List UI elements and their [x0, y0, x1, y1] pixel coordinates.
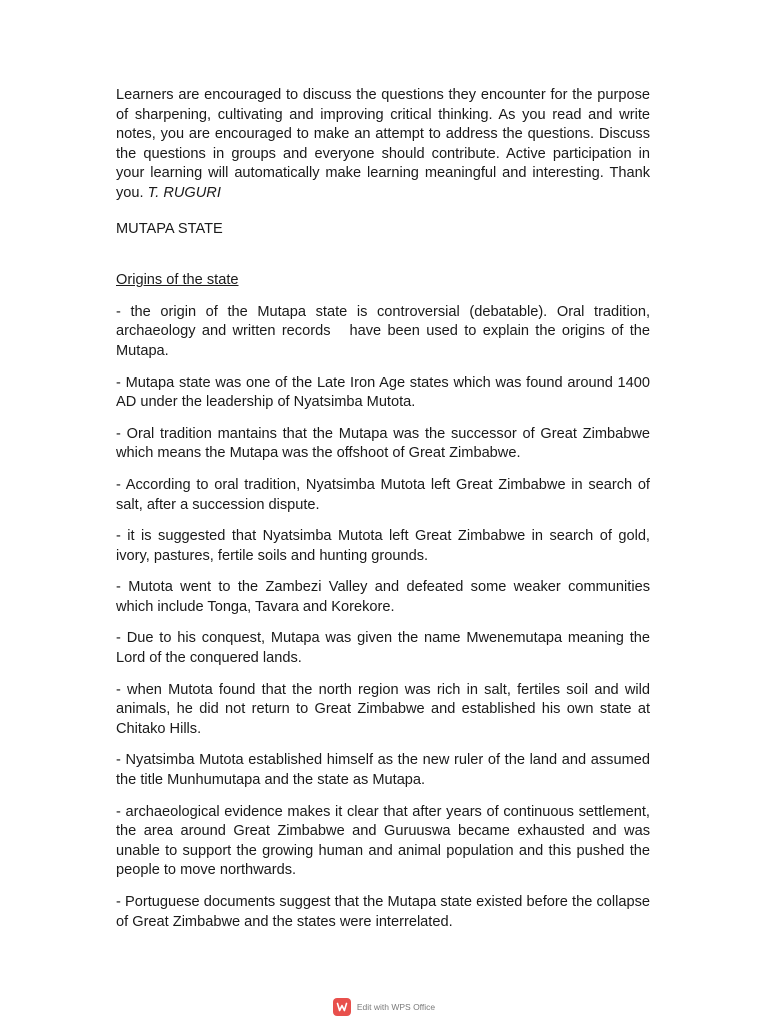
wps-footer-label: Edit with WPS Office [356, 1002, 436, 1012]
paragraph-oral-tradition-successor: - Oral tradition mantains that the Mutapa was the successor of Great Zimbabwe which means the Mutapa was the offshoot of Great Zimbabwe. [116, 425, 650, 462]
paragraph-search-of-salt: - According to oral tradition, Nyatsimba Mutota left Great Zimbabwe in search of salt, after a succession dispute. [116, 476, 650, 513]
intro-paragraph [116, 86, 650, 204]
document-title: MUTAPA STATE [116, 220, 223, 237]
paragraph-origin-controversy: - the origin of the Mutapa state is controversial (debatable). Oral tradition, archaeology and written records have been used to explain the origins of the Mutapa. [116, 303, 650, 359]
paragraph-portuguese-documents: - Portuguese documents suggest that the Mutapa state existed before the collapse of Great Zimbabwe and the states were interrelated. [116, 894, 650, 930]
paragraph-late-iron-age: - Mutapa state was one of the Late Iron Age states which was found around 1400 AD under the leadership of Nyatsimba Mutota. [116, 374, 650, 411]
paragraph-zambezi-valley: - Mutota went to the Zambezi Valley and defeated some weaker communities which include Tonga, Tavara and Korekore. [116, 579, 650, 615]
paragraph-archaeological-evidence: - archaeological evidence makes it clear that after years of continuous settlement, the area around Great Zimbabwe and Guruuswa became exhausted and was unable to support the growing human and animal population and this pushed the people to move northwards. [116, 803, 650, 879]
intro-text: Learners are encouraged to discuss the questions they encounter for the purpose of sharpening, cultivating and improving critical thinking. As you read and write notes, you are encouraged to make an attempt to address the questions. Discuss the questions in groups and everyone should contribute. Active participation in your learning will automatically make learning meaningful and interesting. Thank you. [116, 87, 650, 201]
paragraph-chitako-hills: - when Mutota found that the north region was rich in salt, fertiles soil and wild animals, he did not return to Great Zimbabwe and established his own state at Chitako Hills. [116, 681, 650, 737]
paragraph-search-of-gold: - it is suggested that Nyatsimba Mutota left Great Zimbabwe in search of gold, ivory, pastures, fertile soils and hunting grounds. [116, 528, 650, 564]
document-page [116, 86, 650, 944]
paragraph-munhumutapa-title: - Nyatsimba Mutota established himself as the new ruler of the land and assumed the title Munhumutapa and the state as Mutapa. [116, 752, 650, 789]
section-heading: Origins of the state [116, 272, 239, 289]
wps-footer[interactable] [0, 996, 768, 1018]
paragraph-mwenemutapa: - Due to his conquest, Mutapa was given the name Mwenemutapa meaning the Lord of the conquered lands. [116, 630, 650, 667]
intro-author: T. RUGURI [147, 184, 221, 201]
wps-office-icon [333, 998, 351, 1016]
